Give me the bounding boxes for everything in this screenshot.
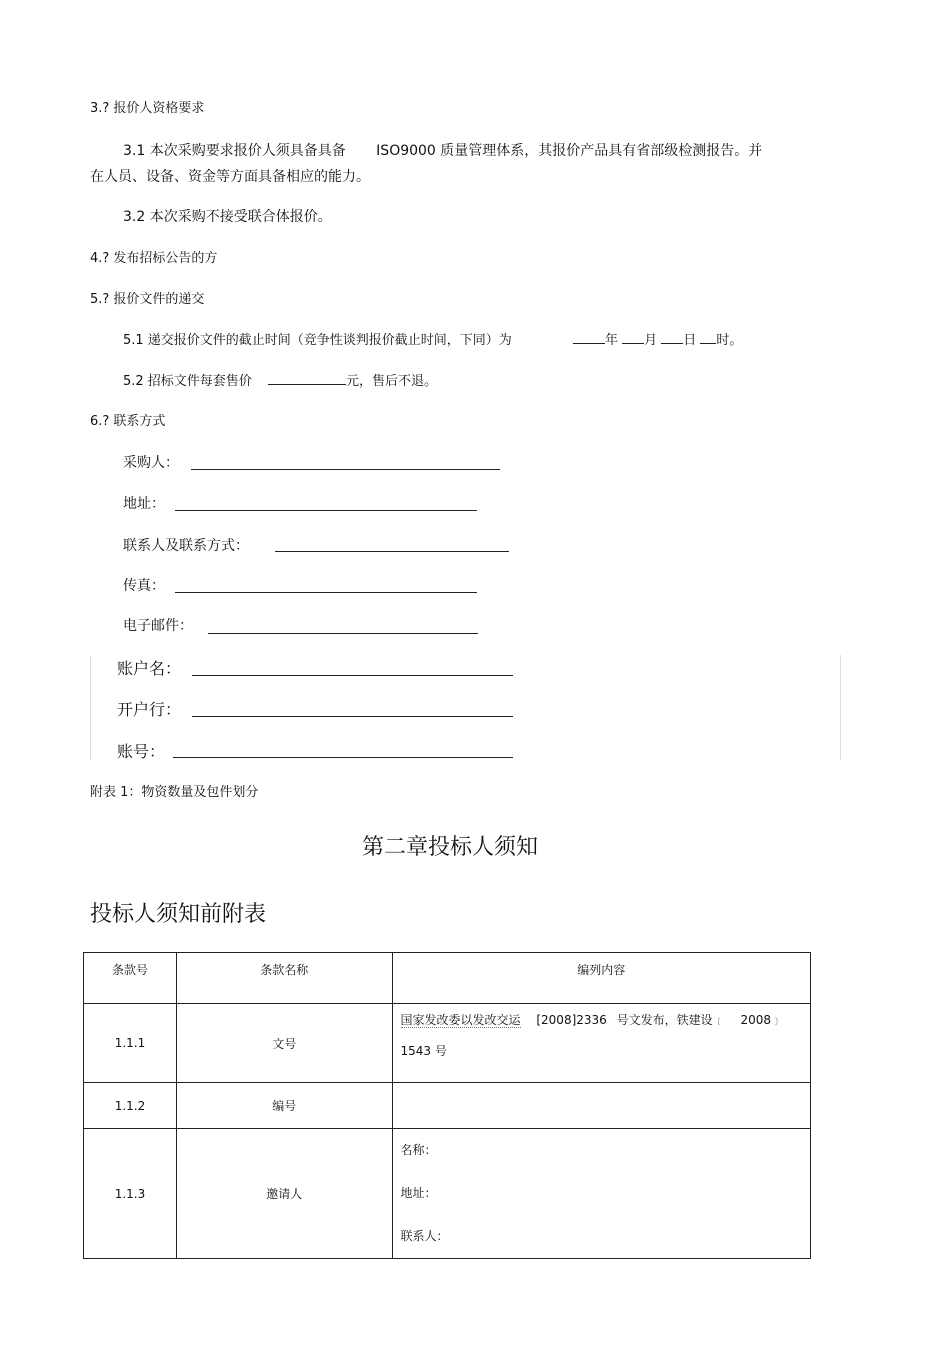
row-clause-name: 邀请人 bbox=[176, 1129, 392, 1259]
section-5-2-suffix: 元，售后不退。 bbox=[345, 374, 437, 389]
day-label: 日 bbox=[683, 333, 697, 348]
section-3-1-iso: ISO9000 bbox=[376, 143, 436, 159]
header-content: 编列内容 bbox=[392, 953, 810, 1004]
header-clause-name: 条款名称 bbox=[176, 953, 392, 1004]
price-blank[interactable] bbox=[268, 370, 346, 385]
row-clause-no: 1.1.1 bbox=[84, 1004, 177, 1083]
inviter-contact-label: 联系人： bbox=[400, 1229, 449, 1243]
account-box-right-border bbox=[840, 655, 841, 760]
header-clause-no: 条款号 bbox=[84, 953, 177, 1004]
section-5-2-text: 5.2 招标文件每套售价 bbox=[123, 374, 252, 389]
account-name-label: 账户名： bbox=[117, 659, 182, 678]
doc-number: 1543 号 bbox=[400, 1044, 447, 1058]
doc-year: 2008 bbox=[740, 1013, 772, 1027]
section-3-1-prefix: 3.1 本次采购要求报价人须具备具备 bbox=[123, 143, 346, 159]
hour-label: 时。 bbox=[716, 333, 743, 348]
account-box-left-border bbox=[90, 655, 91, 760]
address-field[interactable] bbox=[175, 510, 477, 511]
doc-text: 号文发布，铁建设 bbox=[616, 1013, 713, 1027]
bank-label: 开户行： bbox=[117, 700, 182, 719]
contact-label: 联系人及联系方式： bbox=[123, 538, 249, 554]
doc-issuer: 国家发改委以发改交运 bbox=[400, 1013, 521, 1027]
front-table bbox=[83, 952, 811, 1259]
section-3-2: 3.2 本次采购不接受联合体报价。 bbox=[123, 209, 332, 225]
bank-field[interactable] bbox=[192, 716, 513, 717]
section-3-1-rest: 质量管理体系，其报价产品具有省部级检测报告。并 bbox=[440, 143, 763, 159]
purchaser-label: 采购人： bbox=[123, 455, 179, 471]
email-label: 电子邮件： bbox=[123, 618, 193, 634]
row-clause-no: 1.1.2 bbox=[84, 1083, 177, 1129]
chapter-title: 第二章投标人须知 bbox=[362, 835, 539, 860]
fax-field[interactable] bbox=[175, 592, 477, 593]
day-blank[interactable] bbox=[661, 329, 683, 344]
address-label: 地址： bbox=[123, 496, 165, 512]
table-row bbox=[84, 1083, 811, 1129]
account-name-field[interactable] bbox=[192, 675, 513, 676]
purchaser-field[interactable] bbox=[191, 469, 500, 470]
year-label: 年 bbox=[604, 333, 618, 348]
account-no-label: 账号： bbox=[117, 742, 166, 761]
front-table-title: 投标人须知前附表 bbox=[90, 902, 267, 927]
fax-label: 传真： bbox=[123, 578, 165, 594]
row-clause-name: 文号 bbox=[176, 1004, 392, 1083]
row-content bbox=[392, 1004, 810, 1083]
appendix-note: 附表 1：物资数量及包件划分 bbox=[90, 785, 259, 800]
table-row bbox=[84, 1129, 811, 1259]
doc-bracket-open: 〔 bbox=[712, 1017, 721, 1026]
row-content bbox=[392, 1129, 810, 1259]
doc-ref: [2008]2336 bbox=[536, 1013, 607, 1027]
section-3-1-line2: 在人员、设备、资金等方面具备相应的能力。 bbox=[90, 169, 370, 185]
section-3-heading: 3.? 报价人资格要求 bbox=[90, 101, 205, 116]
email-field[interactable] bbox=[208, 633, 478, 634]
table-row bbox=[84, 1004, 811, 1083]
inviter-name-label: 名称： bbox=[400, 1143, 437, 1157]
row-clause-no: 1.1.3 bbox=[84, 1129, 177, 1259]
table-header-row bbox=[84, 953, 811, 1004]
month-label: 月 bbox=[644, 333, 658, 348]
contact-field[interactable] bbox=[275, 551, 509, 552]
month-blank[interactable] bbox=[622, 329, 644, 344]
section-5-2 bbox=[123, 370, 437, 389]
account-no-field[interactable] bbox=[173, 757, 513, 758]
doc-bracket-close: 〕 bbox=[774, 1017, 783, 1026]
section-6-heading: 6.? 联系方式 bbox=[90, 414, 166, 429]
row-clause-name: 编号 bbox=[176, 1083, 392, 1129]
section-4-heading: 4.? 发布招标公告的方 bbox=[90, 251, 218, 266]
section-3-1-line1 bbox=[123, 140, 762, 160]
inviter-address-label: 地址： bbox=[400, 1186, 437, 1200]
section-5-heading: 5.? 报价文件的递交 bbox=[90, 292, 205, 307]
section-5-1-text: 5.1 递交报价文件的截止时间（竞争性谈判报价截止时间，下同）为 bbox=[123, 333, 512, 348]
row-content bbox=[392, 1083, 810, 1129]
section-5-1 bbox=[123, 329, 742, 348]
year-blank[interactable] bbox=[573, 329, 605, 344]
hour-blank[interactable] bbox=[700, 329, 716, 344]
